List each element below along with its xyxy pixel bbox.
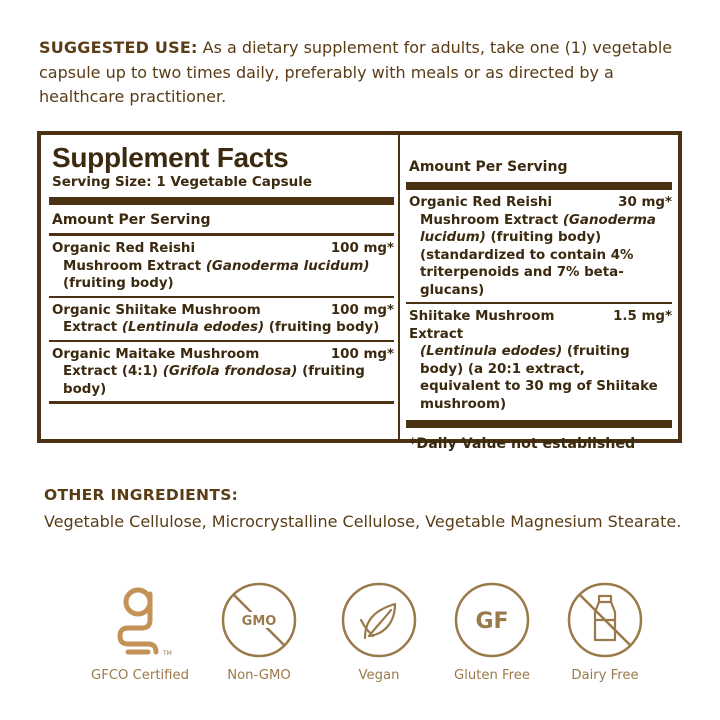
suggested-use-heading: SUGGESTED USE:	[39, 38, 198, 57]
facts-title: Supplement Facts	[52, 142, 289, 173]
facts-right-column	[406, 143, 672, 454]
fact-item-name: Organic Red Reishi	[52, 241, 196, 256]
badge-gfco	[80, 580, 200, 684]
serving-size: Serving Size: 1 Vegetable Capsule	[52, 174, 313, 190]
fact-item-name: Shiitake Mushroom Extract	[409, 309, 555, 342]
fact-item-maitake	[49, 342, 394, 402]
certification-badges	[0, 580, 720, 690]
svg-text:TM: TM	[163, 650, 172, 657]
badge-label: Dairy Free	[571, 668, 639, 683]
other-ingredients	[44, 485, 684, 534]
non-gmo-icon	[219, 580, 299, 660]
fact-item-reishi-right	[406, 190, 672, 302]
other-ingredients-text: Vegetable Cellulose, Microcrystalline Cellulose, Vegetable Magnesium Stearate.	[44, 512, 682, 531]
thick-rule	[406, 420, 672, 428]
fact-item-shiitake	[49, 298, 394, 340]
fact-item-desc: Mushroom Extract (Ganoderma lucidum) (fruiting body) (standardized to contain 4% triterpenoids and 7% beta-glucans)	[420, 212, 656, 298]
fact-item-dose: 1.5 mg*	[613, 309, 672, 324]
fact-item-dose: 100 mg*	[330, 241, 394, 256]
badge-vegan	[319, 580, 439, 684]
amount-per-serving-header: Amount Per Serving	[52, 212, 211, 228]
dairy-free-icon	[565, 580, 645, 660]
badge-label: Non-GMO	[227, 668, 291, 683]
fact-item-name: Organic Maitake Mushroom	[52, 346, 260, 362]
badge-gluten-free	[432, 580, 552, 684]
fact-item-name: Organic Shiitake Mushroom	[52, 302, 261, 318]
suggested-use-text: As a dietary supplement for adults, take one (1) vegetable capsule up to two times daily, preferably with meals or as directed by a healthcare practitioner.	[39, 38, 673, 106]
fact-item-dose: 30 mg*	[618, 195, 672, 210]
rule	[49, 401, 394, 404]
facts-left-column	[49, 143, 394, 404]
gfco-icon	[100, 580, 180, 660]
fact-item-desc: (Lentinula edodes) (fruiting body) (a 20:1 extract, equivalent to 30 mg of Shiitake mushroom)	[420, 344, 658, 412]
suggested-use	[39, 36, 689, 110]
badge-label: Vegan	[358, 668, 400, 683]
badge-non-gmo	[199, 580, 319, 684]
fact-item-dose: 100 mg*	[330, 302, 394, 318]
supplement-facts-panel	[37, 131, 682, 452]
thick-rule	[49, 197, 394, 205]
other-ingredients-heading: OTHER INGREDIENTS:	[44, 486, 239, 504]
daily-value-note: *Daily Value not established	[409, 436, 636, 452]
fact-item-desc: Extract (Lentinula edodes) (fruiting body)	[63, 320, 380, 335]
column-divider	[398, 135, 400, 439]
badge-label: GFCO Certified	[91, 668, 189, 683]
badge-dairy-free	[545, 580, 665, 684]
thick-rule	[406, 182, 672, 190]
fact-item-name: Organic Red Reishi	[409, 195, 553, 210]
svg-text:GF: GF	[475, 609, 509, 634]
gluten-free-icon	[452, 580, 532, 660]
fact-item-desc: Mushroom Extract (Ganoderma lucidum) (fruiting body)	[63, 258, 370, 291]
amount-per-serving-header: Amount Per Serving	[409, 159, 568, 175]
vegan-leaf-icon	[339, 580, 419, 660]
fact-item-dose: 100 mg*	[330, 346, 394, 362]
svg-text:GMO: GMO	[241, 614, 277, 629]
badge-label: Gluten Free	[453, 668, 531, 683]
fact-item-shiitake-right	[406, 304, 672, 416]
fact-item-reishi	[49, 236, 394, 296]
fact-item-desc: Extract (4:1) (Grifola frondosa) (fruiting body)	[63, 364, 365, 397]
